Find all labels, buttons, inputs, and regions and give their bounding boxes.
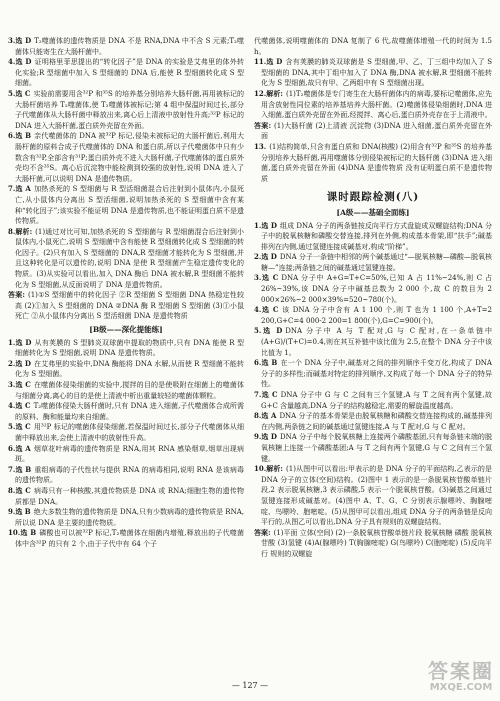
item-text: 从有荚膜的 S 型肺炎双球菌中提取的物质中,只有 DNA 能使 R 型细菌转化为 S 型细菌,说明 DNA 是遗传物质。 bbox=[15, 338, 244, 358]
item-text: (1)大肠杆菌 (2)上清液 沉淀物 (3)DNA 进入细菌,蛋白质外壳留在外面 bbox=[261, 121, 492, 141]
answer-item bbox=[8, 36, 244, 57]
answer-item bbox=[8, 401, 244, 422]
left-column bbox=[8, 36, 244, 669]
item-label: 3.选 C bbox=[8, 380, 31, 389]
item-label: 3.选 D bbox=[8, 36, 32, 45]
answer-item bbox=[254, 57, 492, 89]
item-label: 7.选 A bbox=[8, 184, 31, 194]
item-text: (1)通过对比可知,加热杀死的 S 型细菌与 R 型细菌混合后注射到小鼠体内,小鼠死亡,说明 S 型细菌中含有能使 R 型细菌转化成 S 型细菌的转化因子。(2)只有加入 S 型细菌的 DNA,R 型细菌才能转化为 S 型细菌,并且这种转化是可以遗传的,说明 DNA 是使 R 型细菌产生稳定遗传变化的物质。(3)从实验可以看出,加入 DNA 酶后 DNA 被水解,R 型细菌不能转化为 S 型细菌,从反面说明了 DNA 是遗传物质。 bbox=[15, 227, 244, 289]
item-text: 实验前需要用含³²P 和³⁵S 的培养基分别培养大肠杆菌,再用被标记的大肠杆菌培养 T₂噬菌体,使 T₂噬菌体被标记;第 4 组中保温时间过长,部分子代噬菌体从大肠杆菌中释放出来,离心后上清液中放射性升高;³²P 标记的 DNA 进入大肠杆菌,蛋白质外壳留在外面。 bbox=[15, 89, 244, 130]
item-text: DNA 分子中 G 与 C 之间有三个氢键,A 与 T 之间有两个氢键,故 G+C 含量越高,DNA 分子的结构越稳定,需要的解旋温度越高。 bbox=[261, 391, 492, 410]
item-text: DNA 分子的基本骨架是由脱氧核糖和磷酸交替连接构成的,碱基排列在内侧,两条链之间的碱基通过氢键连接,A 与 T 配对,G 与 C 配对。 bbox=[261, 412, 492, 431]
item-label: 11.选 D bbox=[254, 57, 283, 67]
item-text: 加热杀死的 S 型细菌与 R 型活细菌混合后注射到小鼠体内,小鼠死亡,从小鼠体内分离出 S 型活细菌,说明加热杀死的 S 型细菌中含有某种“转化因子”;该实验不能证明 DNA 是遗传物质,也不能证明蛋白质不是遗传物质。 bbox=[15, 185, 244, 226]
answer-item bbox=[254, 390, 492, 411]
item-text: 在噬菌体侵染细菌的实验中,搅拌的目的是使吸附在细菌上的噬菌体与细菌分离,离心的目的是使上清液中析出重量较轻的噬菌体颗粒。 bbox=[15, 381, 244, 400]
item-label: 4.选 C bbox=[254, 305, 279, 315]
answer-item bbox=[8, 338, 244, 359]
right-column bbox=[254, 36, 492, 678]
item-text: 病毒只有一种核酸,其遗传物质是 DNA 或 RNA;细胞生物的遗传物质都是 DNA。 bbox=[15, 486, 244, 506]
item-label: 8.解析: bbox=[8, 226, 33, 236]
item-label: 8.选 A bbox=[254, 411, 277, 421]
item-text: 烟草花叶病毒的遗传物质是 RNA,用其 RNA 感染烟草,烟草出现病斑。 bbox=[15, 444, 244, 464]
answer-item bbox=[8, 507, 244, 528]
answer-item bbox=[8, 227, 244, 291]
item-text: T₂噬菌体的遗传物质是 DNA 不是 RNA,DNA 中不含 S 元素;T₂噬菌体只能寄生在大肠杆菌中。 bbox=[15, 37, 244, 56]
answer-item bbox=[8, 290, 244, 322]
item-text: DNA 分子一条链中相邻的两个碱基通过“—脱氧核糖—磷酸—脱氧核糖—”连接;两条链之间的碱基通过氢键连接。 bbox=[261, 253, 492, 272]
item-label: 5.选 C bbox=[8, 88, 31, 98]
item-label: 答案: bbox=[254, 120, 272, 130]
item-label: 1.选 D bbox=[254, 220, 277, 230]
answer-item bbox=[254, 464, 492, 528]
answer-item bbox=[8, 444, 244, 465]
item-text: T₂噬菌体侵染大肠杆菌时,只有 DNA 进入细菌,子代噬菌体合成所需的原料、酶和能量均来自细菌。 bbox=[15, 402, 244, 421]
item-label: 6.选 A bbox=[8, 443, 31, 453]
answer-item bbox=[8, 380, 244, 401]
item-text: 组成 DNA 分子的两条链按反向平行方式盘旋成双螺旋结构;DNA 分子中的脱氧核糖和磷酸交替连接,排列在外侧,构成基本骨架,即“扶手”;碱基排列在内侧,通过氢键连接成碱基对,构成“阶梯”。 bbox=[261, 221, 492, 251]
item-text: (1)结构简单,只含有蛋白质和 DNA(核酸) (2)用含有³²P 和³⁵S 的培养基分别培养大肠杆菌,再用噬菌体分别侵染被标记的大肠杆菌 (3)DNA 进入细菌,蛋白质外壳留在外面 (4)DNA 是遗传物质 没有证明蛋白质不是遗传物质 bbox=[261, 142, 492, 183]
item-text: DNA 分子中 A+G=T+C=50%,已知 A 占 11%~24%,则 C 占 26%~39%,该 DNA 分子中碱基总数为 2 000 个,故 C 的数目为 2 000×26%~2 000×39%=520~780(个)。 bbox=[261, 274, 492, 304]
answer-item bbox=[8, 528, 244, 549]
answer-item bbox=[8, 89, 244, 131]
item-label: 1.选 D bbox=[8, 337, 32, 347]
answer-item bbox=[254, 221, 492, 253]
item-text: 绝大多数生物的遗传物质是 DNA,只有少数病毒的遗传物质是 RNA,所以说 DNA 是主要的遗传物质。 bbox=[15, 508, 244, 527]
item-text: (1)从图中可以看出:甲表示的是 DNA 分子的平面结构,乙表示的是 DNA 分子的立体(空间)结构。(2)图中 1 表示的是一条脱氧核苷酸单链片段,2 表示脱氧核糖,3 表示磷酸,5 表示一个脱氧核苷酸。(3)碱基之间通过氢键连接形成碱基对。(4)图中 A、T、G、C 分别表示腺嘌呤、胸腺嘧啶、鸟嘌呤、胞嘧啶。(5)从图甲可以看出,组成 DNA 分子的两条链是反向平行的,从图乙可以看出,DNA 分子具有规则的双螺旋结构。 bbox=[261, 465, 492, 527]
item-text: 亲代噬菌体的 DNA 被³²P 标记,侵染未被标记的大肠杆菌后,利用大肠杆菌的原料合成子代噬菌体的 DNA 和蛋白质,所以子代噬菌体中只有少数含有³²P,全部含有³¹P;蛋白质外壳不进入大肠杆菌,子代噬菌体的蛋白质外壳均不含³⁵S。离心后沉淀物中能检测到较强的放射性,说明 DNA 进入了大肠杆菌,可以说明 DNA 是遗传物质。 bbox=[15, 132, 244, 183]
item-label: 12.解析: bbox=[254, 88, 283, 98]
answer-item bbox=[8, 184, 244, 226]
item-text: 含有荚膜的肺炎双球菌是 S 型细菌,甲、乙、丁三组中均加入了 S 型细菌的 DNA,其中丁组中加入了 DNA 酶,DNA 被水解,R 型细菌不能转化为 S 型细菌,故只有甲、乙两组中有 S 型细菌出现。 bbox=[261, 58, 492, 88]
answer-item bbox=[254, 252, 492, 273]
item-label: 10.解析: bbox=[254, 464, 284, 474]
section-a-heading: [A级——基础全面练] bbox=[336, 207, 410, 217]
item-text: 在一个 DNA 分子中,碱基对之间的排列顺序千变万化,构成了 DNA 分子的多样性;而碱基对特定的排列顺序,又构成了每一个 DNA 分子的特异性。 bbox=[261, 359, 492, 389]
answer-item bbox=[254, 358, 492, 390]
answer-item bbox=[254, 142, 492, 184]
continuation-text: 代噬菌体,说明噬菌体的 DNA 复制了 6 代,故噬菌体增殖一代的时间为 1.5 h。 bbox=[254, 37, 492, 56]
item-label: 答案: bbox=[8, 290, 25, 300]
item-label: 7.选 C bbox=[254, 390, 278, 399]
item-text: DNA 分子中每个脱氧核糖上连接两个磷酸基团,只有每条链末端的脱氧核糖上连接一个磷酸基团;A 与 T 之间有两个氢键,G 与 C 之间有三个氢键。 bbox=[261, 433, 492, 463]
page-number: — 127 — bbox=[231, 681, 269, 690]
item-text: (1)平面 立体(空间) (2)一条脱氧核苷酸单链片段 脱氧核糖 磷酸 脱氧核苷酸 (3)氢键 (4)A(腺嘌呤) T(胸腺嘧啶) G(鸟嘌呤) C(胞嘧啶) (5)反向平行 规则的双螺旋 bbox=[261, 528, 492, 558]
item-text: DNA 分子中 A 与 T 配对,G 与 C 配对,在一条单链中(A+G)/(T+C)=0.4,则在其互补链中该比值为 2.5,在整个 DNA 分子中该比值为 1。 bbox=[261, 327, 492, 357]
item-label: 7.选 B bbox=[8, 464, 32, 474]
item-text: 用³²P 标记的噬菌体侵染细菌,若保温时间过长,部分子代噬菌体从细菌中释放出来,会使上清液中的放射性升高。 bbox=[15, 423, 244, 442]
answer-item bbox=[8, 57, 244, 89]
item-label: 6.选 B bbox=[8, 131, 32, 141]
item-label: 2.选 D bbox=[254, 252, 277, 262]
item-label: 13. bbox=[254, 141, 267, 151]
answer-item bbox=[254, 89, 492, 121]
answer-item bbox=[8, 359, 244, 380]
item-label: 5.选 C bbox=[8, 422, 31, 432]
item-label: 9.选 B bbox=[8, 507, 31, 517]
item-text: 磷酸也可以被³²P 标记,T₂噬菌体在细菌内增殖,释放出的子代噬菌体中含³²P 的只有 2 个,由于子代中有 64 个子 bbox=[15, 529, 244, 548]
answer-item bbox=[8, 422, 244, 443]
item-text: (1)①S 型细菌中的转化因子 ②R 型细菌 S 型细菌 DNA 热稳定性较高 (2)①加入 S 型细菌的 DNA ②DNA 酶 R 型细菌 S 型细菌 (3)①小鼠死亡 ②从小鼠体内分离出 S 型活细菌 DNA 是遗传物质 bbox=[15, 291, 244, 321]
answer-item bbox=[8, 465, 244, 486]
item-label: 6.选 B bbox=[254, 358, 278, 368]
watermark-logo bbox=[428, 660, 494, 694]
answer-item bbox=[8, 486, 244, 507]
item-label: 4.选 D bbox=[8, 57, 32, 67]
lesson-heading: 课时跟踪检测(八) bbox=[326, 191, 420, 204]
item-text: 该 DNA 分子中含有 A 1 100 个,则 T 也为 1 100 个,A+T=2 200,G+C=4 000-2 200=1 800(个),G=C=900(个)。 bbox=[261, 306, 492, 325]
answer-item bbox=[8, 131, 244, 184]
item-label: 9.选 D bbox=[254, 432, 278, 442]
section-b-heading: [B级——深化提能练] bbox=[89, 325, 163, 335]
watermark-logo-text: 答案圈 bbox=[428, 659, 494, 683]
answer-item bbox=[254, 528, 492, 560]
item-text: 在艾弗里的实验中,DNA 酶能将 DNA 水解,从而使 R 型细菌不能转化为 S 型细菌。 bbox=[15, 359, 244, 379]
item-label: 3.选 C bbox=[254, 273, 279, 283]
answer-item bbox=[254, 121, 492, 142]
item-label: 5.选 D bbox=[254, 326, 283, 336]
watermark-url: MXQE.COM bbox=[429, 682, 493, 693]
item-text: 证明格里菲思提出的“转化因子”是 DNA 的实验是艾弗里的体外转化实验;R 型细菌中加入 S 型细菌的 DNA 后,能使 R 型细菌转化成 S 型细菌。 bbox=[15, 58, 244, 88]
answer-item bbox=[254, 273, 492, 305]
item-label: 10.选 B bbox=[8, 528, 37, 538]
item-text: 重组病毒的子代性状与提供 RNA 的病毒相同,说明 RNA 是该病毒的遗传物质。 bbox=[15, 465, 244, 485]
answer-item bbox=[254, 305, 492, 326]
item-label: 8.选 C bbox=[8, 485, 31, 495]
answer-item bbox=[254, 432, 492, 464]
item-text: (1)T₂噬菌体是专门寄生在大肠杆菌体内的病毒,要标记噬菌体,应先用含放射性同位素的培养基培养大肠杆菌。(2)噬菌体侵染细菌时,DNA 进入细菌,蛋白质外壳留在外面,经搅拌、离心后,蛋白质外壳存在于上清液中。 bbox=[261, 89, 492, 120]
item-label: 4.选 C bbox=[8, 401, 31, 411]
answer-item bbox=[254, 326, 492, 358]
item-label: 2.选 D bbox=[8, 358, 31, 368]
answer-item bbox=[254, 411, 492, 432]
item-label: 答案: bbox=[254, 527, 271, 537]
